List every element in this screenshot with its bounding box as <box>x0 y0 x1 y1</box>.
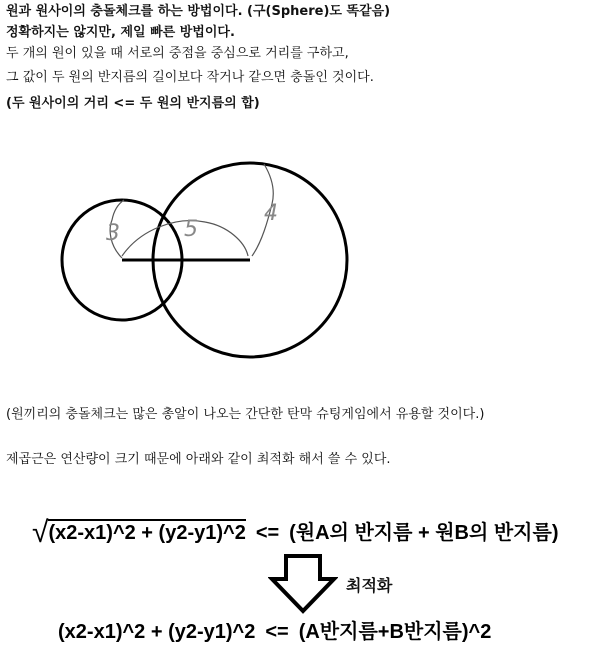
label-distance: 5 <box>184 217 198 242</box>
radius-sum: (원A의 반지름 + 원B의 반지름) <box>289 522 559 544</box>
label-radius-b: 4 <box>264 201 278 226</box>
optimized-formula <box>58 615 491 644</box>
subtitle-line: 정확하지는 않지만, 제일 빠른 방법이다. <box>6 25 235 40</box>
sqrt-icon: √ <box>32 516 49 549</box>
formula-operator: <= <box>255 522 280 544</box>
circle-collision-diagram <box>0 150 614 380</box>
formula-operator-2: <= <box>265 621 289 643</box>
title-line: 원과 원사이의 충돌체크를 하는 방법이다. (구(Sphere)도 똑같음) <box>6 4 391 19</box>
explanation-line-2: 그 값이 두 원의 반지름의 길이보다 작거나 같으면 충돌인 것이다. <box>6 70 374 85</box>
distance-formula <box>32 516 559 550</box>
rule-summary-line: (두 원사이의 거리 <= 두 원의 반지름의 합) <box>6 96 260 111</box>
optimized-label: 최적화 <box>346 578 393 595</box>
label-radius-a: 3 <box>106 221 120 246</box>
squared-distance: (x2-x1)^2 + (y2-y1)^2 <box>58 621 256 643</box>
explanation-line-1: 두 개의 원이 있을 때 서로의 중점을 중심으로 거리를 구하고, <box>6 46 349 61</box>
squared-radius-sum: (A반지름+B반지름)^2 <box>298 621 492 643</box>
down-arrow-icon <box>268 553 338 615</box>
usage-note: (원끼리의 충돌체크는 많은 총알이 나오는 간단한 탄막 슈팅게임에서 유용할 것이다.) <box>6 407 485 422</box>
optimization-note: 제곱근은 연산량이 크기 때문에 아래와 같이 최적화 해서 쓸 수 있다. <box>6 452 391 467</box>
sqrt-expression: (x2-x1)^2 + (y2-y1)^2 <box>48 522 246 544</box>
